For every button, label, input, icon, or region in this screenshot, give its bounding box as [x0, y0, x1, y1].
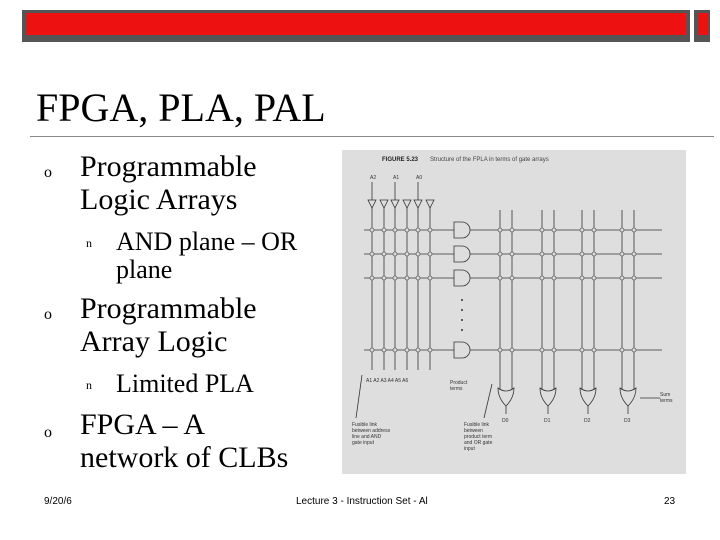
bullet-line: Array Logic: [80, 325, 228, 358]
footer-date: 9/20/6: [44, 496, 72, 507]
page-number: 23: [664, 496, 676, 507]
decorative-top-bar: [22, 10, 712, 42]
fpla-structure-figure: [342, 150, 686, 474]
bullet-line: Logic Arrays: [80, 183, 238, 216]
fusible-link-right-label: Fusible link between product term and OR gate input: [464, 422, 493, 452]
bullet-text: [80, 292, 257, 358]
bullet-line: Programmable: [80, 292, 257, 325]
output-label: D2: [584, 418, 591, 424]
sub-bullet-text: [116, 228, 297, 284]
input-label: A2: [370, 175, 377, 181]
output-label: D3: [624, 418, 631, 424]
sum-terms-label: Sum terms: [660, 392, 673, 404]
figure-caption-text: Structure of the FPLA in terms of gate arrays: [430, 157, 549, 163]
output-label: D1: [544, 418, 551, 424]
bottom-inputs-label: A1 A2 A3 A4 A5 A6: [366, 378, 409, 384]
output-label: D0: [502, 418, 509, 424]
product-terms-label: Product terms: [450, 380, 468, 392]
sub-bullet-marker: n: [86, 378, 92, 392]
bullet-marker: o: [44, 164, 52, 181]
figure-caption-label: FIGURE 5.23: [382, 157, 419, 163]
title-divider: [30, 136, 714, 137]
input-label: A0: [416, 175, 423, 181]
input-label: A1: [393, 175, 400, 181]
footer-title: Lecture 3 - Instruction Set - Al: [296, 496, 428, 507]
sub-bullet-line: Limited PLA: [116, 369, 254, 398]
sub-bullet-line: AND plane – OR: [116, 227, 298, 256]
fusible-link-left-label: Fusible link between address line and AND gate input: [352, 422, 391, 446]
fpla-diagram: [342, 150, 686, 474]
bullet-marker: o: [44, 306, 52, 323]
bullet-line: FPGA – A: [80, 408, 206, 441]
sub-bullet-text: [116, 370, 254, 398]
sub-bullet-marker: n: [86, 236, 92, 250]
bullet-text: [80, 150, 257, 216]
bullet-line: Programmable: [80, 150, 257, 183]
sub-bullet-line: plane: [116, 255, 173, 284]
bullet-text: [80, 408, 288, 474]
bullet-line: network of CLBs: [80, 441, 289, 474]
bullet-marker: o: [44, 424, 52, 441]
slide-title: FPGA, PLA, PAL: [36, 85, 326, 130]
